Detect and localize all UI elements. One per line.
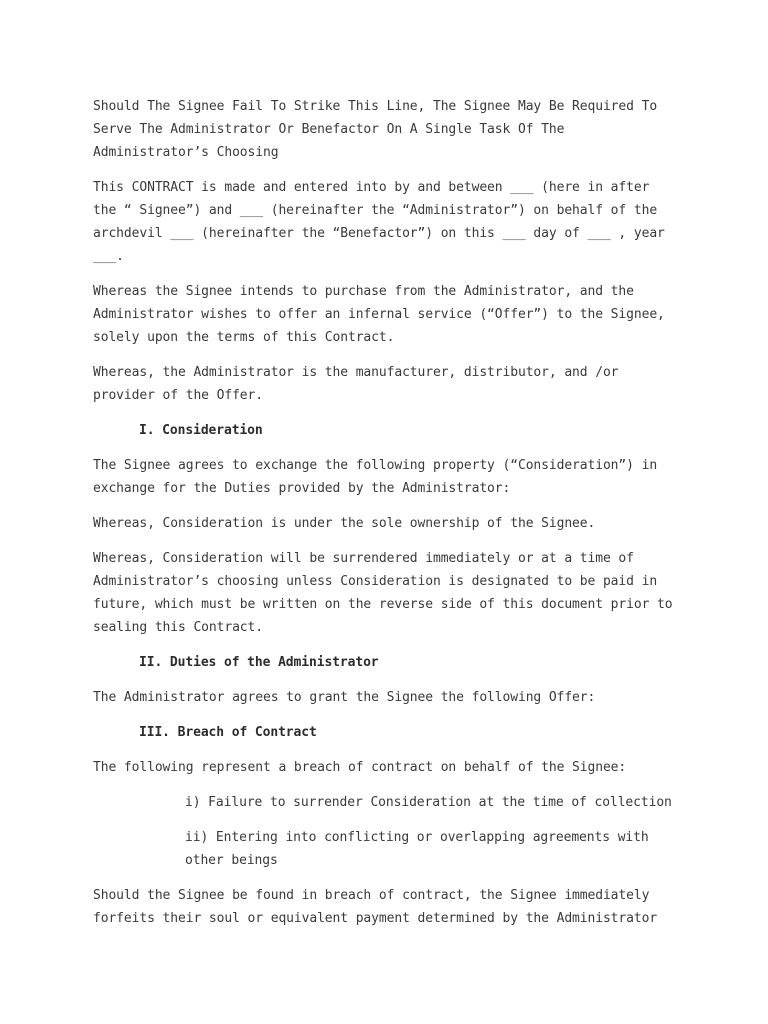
strike-line-clause: Should The Signee Fail To Strike This Line, The Signee May Be Required To Serve The Administrator Or Benefactor On A Single Task Of The Administrator’s Choosing xyxy=(93,99,658,160)
purchase-intent-paragraph: Whereas the Signee intends to purchase from the Administrator, and the Administrator wishes to offer an infernal service (“Offer”) to the Signee, solely upon the terms of this Contract. xyxy=(93,284,665,345)
section-heading-duties: II. Duties of the Administrator xyxy=(139,655,379,670)
section-heading-breach: III. Breach of Contract xyxy=(139,725,317,740)
contract-parties-paragraph: This CONTRACT is made and entered into by and between ___ (here in after the “ Signee”) and ___ (hereinafter the “Administrator”) on behalf of the archdevil ___ (hereinafter the “Benefactor”) on this ___ day of ___ , year ___. xyxy=(93,180,665,264)
consideration-ownership-paragraph: Whereas, Consideration is under the sole ownership of the Signee. xyxy=(93,516,596,531)
breach-consequence-paragraph: Should the Signee be found in breach of contract, the Signee immediately forfeits their soul or equivalent payment determined by the Administrator xyxy=(93,888,658,926)
breach-intro-paragraph: The following represent a breach of contract on behalf of the Signee: xyxy=(93,760,627,775)
provider-paragraph: Whereas, the Administrator is the manufacturer, distributor, and /or provider of the Offer. xyxy=(93,365,619,403)
duties-paragraph: The Administrator agrees to grant the Signee the following Offer: xyxy=(93,690,596,705)
consideration-exchange-paragraph: The Signee agrees to exchange the following property (“Consideration”) in exchange for the Duties provided by the Administrator: xyxy=(93,458,658,496)
breach-item-2: ii) Entering into conflicting or overlapping agreements with other beings xyxy=(185,830,649,868)
breach-item-1: i) Failure to surrender Consideration at the time of collection xyxy=(185,795,672,810)
consideration-surrender-paragraph: Whereas, Consideration will be surrendered immediately or at a time of Administrator’s choosing unless Consideration is designated to be paid in future, which must be written on the reverse side of this document prior to sealing this Contract. xyxy=(93,551,673,635)
section-heading-consideration: I. Consideration xyxy=(139,423,263,438)
